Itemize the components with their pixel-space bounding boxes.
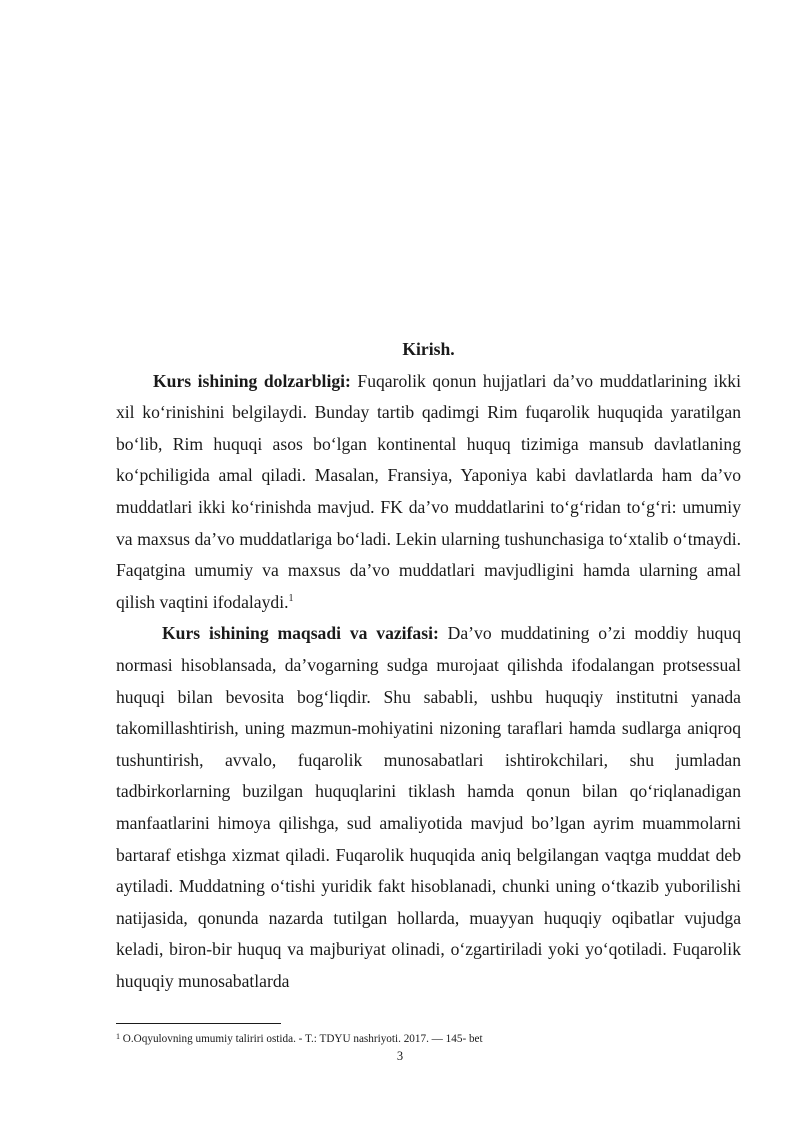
paragraph-lead: Kurs ishining maqsadi va vazifasi: [162, 623, 439, 644]
paragraph-text: Da’vo muddatining o’zi moddiy huquq normasi hisoblansada, da’vogarning sudga murojaat qilishda ifodalangan protsessual huquqi bilan bevosita bog‘liqdir. Shu sababli, ushbu huquqiy institutni yanada takomillashtirish, uning mazmun-mohiyatini nizoning taraflari hamda sudlarga aniqroq tushuntirish, avvalo, fuqarolik munosabatlari ishtirokchilari, shu jumladan tadbirkorlarning buzilgan huquqlarini tiklash hamda qonun bilan qo‘riqlanadigan manfaatlarini himoya qilishga, sud amaliyotida mavjud bo’lgan ayrim muammolarni bartaraf etishga xizmat qiladi. Fuqarolik huquqida aniq belgilangan vaqtga muddat deb aytiladi. Muddatning o‘tishi yuridik fakt hisoblanadi, chunki uning o‘tkazib yuborilishi natijasida, qonunda nazarda tutilgan hollarda, muayyan huquqiy oqibatlar vujudga keladi, biron-bir huquq va majburiyat olinadi, o‘zgartiriladi yoki yo‘qotiladi. Fuqarolik huquqiy munosabatlarda [116, 623, 742, 991]
footnote-text: O.Oqyulovning umumiy taliriri ostida. - T.: TDYU nashriyoti. 2017. — 145- bet [120, 1033, 483, 1045]
footnote [116, 1032, 741, 1046]
footnote-number: 1 [116, 1032, 120, 1041]
paragraph-relevance [116, 366, 741, 619]
paragraph-text: Fuqarolik qonun hujjatlari da’vo muddatlarining ikki xil ko‘rinishini belgilaydi. Bunday tartib qadimgi Rim fuqarolik huquqida yaratilgan bo‘lib, Rim huquqi asos bo‘lgan kontinental huquq tizimiga mansub davlatlaning ko‘pchiligida amal qiladi. Masalan, Fransiya, Yaponiya kabi davlatlarda ham da’vo muddatlari ikki ko‘rinishda mavjud. FK da’vo muddatlarini to‘g‘ridan to‘g‘ri: umumiy va maxsus da’vo muddatlariga bo‘ladi. Lekin ularning tushunchasiga to‘xtalib o‘tmaydi. Faqatgina umumiy va maxsus da’vo muddatlari mavjudligini hamda ularning amal qilish vaqtini ifodalaydi. [116, 370, 741, 612]
body-text [116, 334, 741, 997]
page-number: 3 [396, 1049, 404, 1063]
paragraph-aim [116, 618, 741, 997]
paragraph-lead: Kurs ishining dolzarbligi: [153, 370, 351, 391]
footnote-separator [116, 1023, 281, 1024]
footnote-reference[interactable]: 1 [288, 592, 294, 604]
section-title: Kirish. [402, 339, 455, 359]
